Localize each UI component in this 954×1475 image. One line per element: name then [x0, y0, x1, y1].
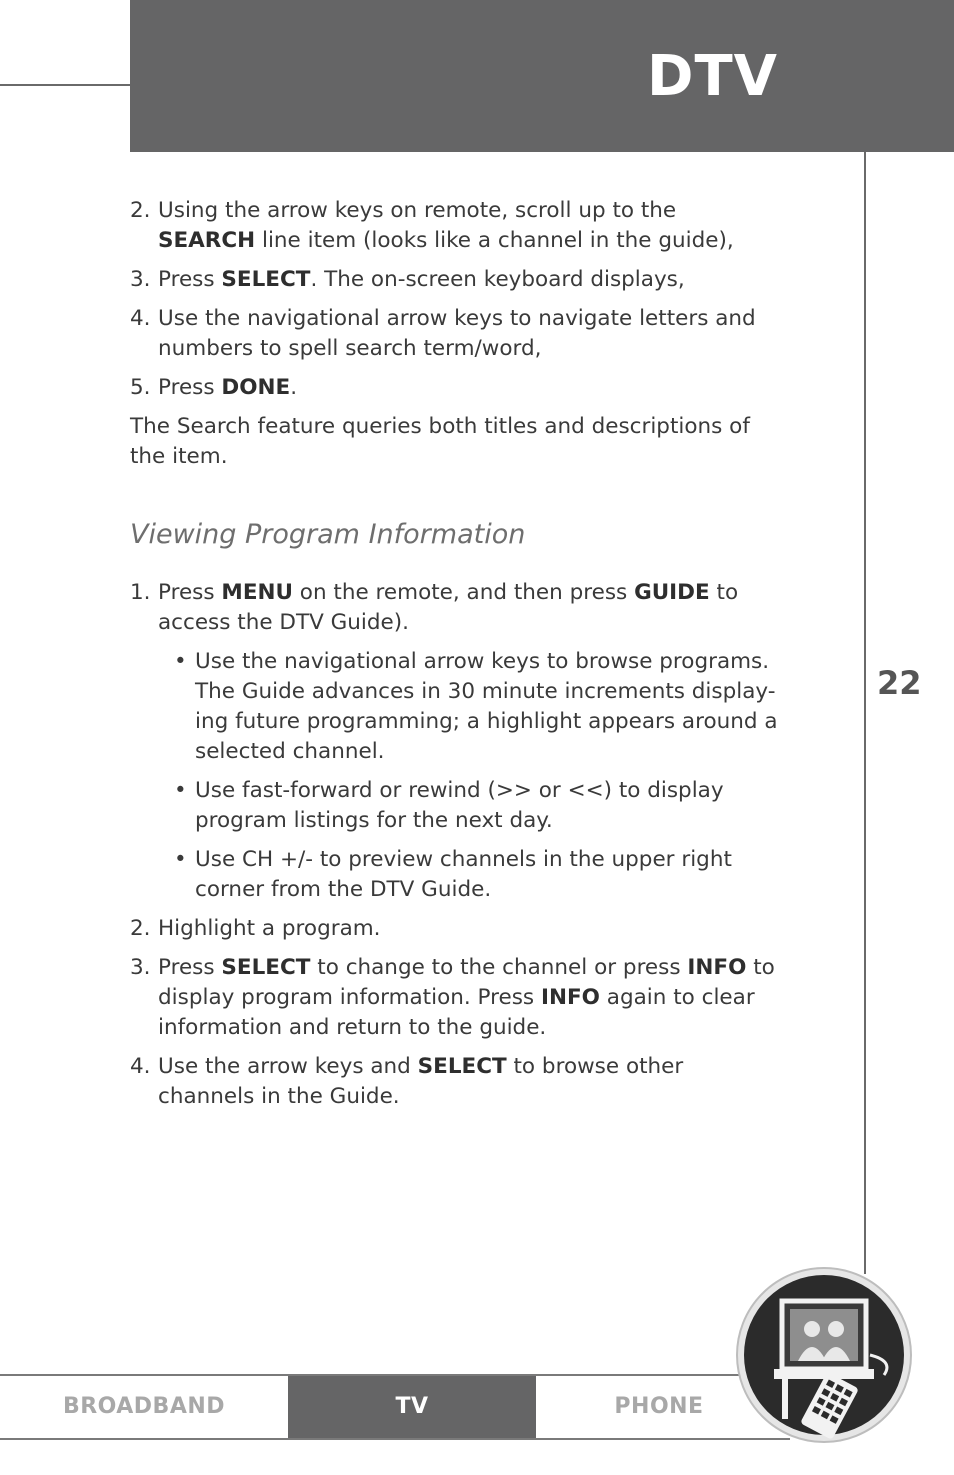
bullet-item [130, 776, 780, 836]
step-text: Press DONE. [158, 375, 298, 400]
nav-tab-broadband[interactable]: BROADBAND [62, 1394, 226, 1419]
bullet-item [130, 647, 780, 767]
step-text: Use the arrow keys and SELECT to browse other channels in the Guide. [158, 1054, 684, 1109]
list-item [130, 578, 780, 638]
bullet-icon: • [174, 847, 187, 872]
list-item [130, 373, 780, 403]
header-band [130, 0, 954, 152]
bullet-icon: • [174, 649, 187, 674]
bullet-text: Use fast-forward or rewind (>> or <<) to display program listings for the next day. [195, 778, 724, 833]
step-text: Press MENU on the remote, and then press GUIDE to access the DTV Guide). [158, 580, 739, 635]
search-note: The Search feature queries both titles and descriptions of the item. [130, 414, 750, 469]
step-number: 5. [130, 375, 151, 400]
step-number: 1. [130, 580, 151, 605]
step-text: Press SELECT. The on-screen keyboard displays, [158, 267, 685, 292]
list-item [130, 953, 780, 1043]
tv-with-remote-icon [734, 1265, 914, 1445]
section-title: Viewing Program Information [130, 519, 526, 550]
step-text: Using the arrow keys on remote, scroll up to the SEARCH line item (looks like a channel in the guide), [158, 198, 734, 253]
step-number: 4. [130, 1054, 151, 1079]
bullet-icon: • [174, 778, 187, 803]
step-text: Press SELECT to change to the channel or press INFO to display program information. Press INFO again to clear information and return to the guide. [158, 955, 775, 1040]
step-number: 3. [130, 267, 151, 292]
step-number: 4. [130, 306, 151, 331]
search-steps [130, 196, 780, 403]
list-item [130, 914, 780, 944]
list-item [130, 304, 780, 364]
list-item [130, 1052, 780, 1112]
page-title: DTV [646, 44, 778, 109]
step-number: 2. [130, 198, 151, 223]
program-bullets [130, 647, 780, 905]
step-text: Use the navigational arrow keys to navigate letters and numbers to spell search term/word, [158, 306, 756, 361]
nav-tab-phone[interactable]: PHONE [614, 1394, 704, 1419]
program-step-1 [130, 578, 780, 638]
program-steps [130, 914, 780, 1112]
bullet-text: Use CH +/- to preview channels in the upper right corner from the DTV Guide. [195, 847, 732, 902]
step-number: 2. [130, 916, 151, 941]
main-content [130, 196, 780, 1121]
top-left-rule [0, 84, 130, 86]
bullet-text: Use the navigational arrow keys to browse programs. The Guide advances in 30 minute increments display-ing future programming; a highlight appears around a selected channel. [195, 649, 778, 764]
right-margin-rule [864, 152, 866, 1274]
step-text: Highlight a program. [158, 916, 381, 941]
nav-tab-tv[interactable]: TV [288, 1376, 536, 1438]
list-item [130, 265, 780, 295]
step-number: 3. [130, 955, 151, 980]
section-nav [0, 1374, 790, 1440]
bullet-item [130, 845, 780, 905]
list-item [130, 196, 780, 256]
page-number: 22 [877, 664, 922, 702]
